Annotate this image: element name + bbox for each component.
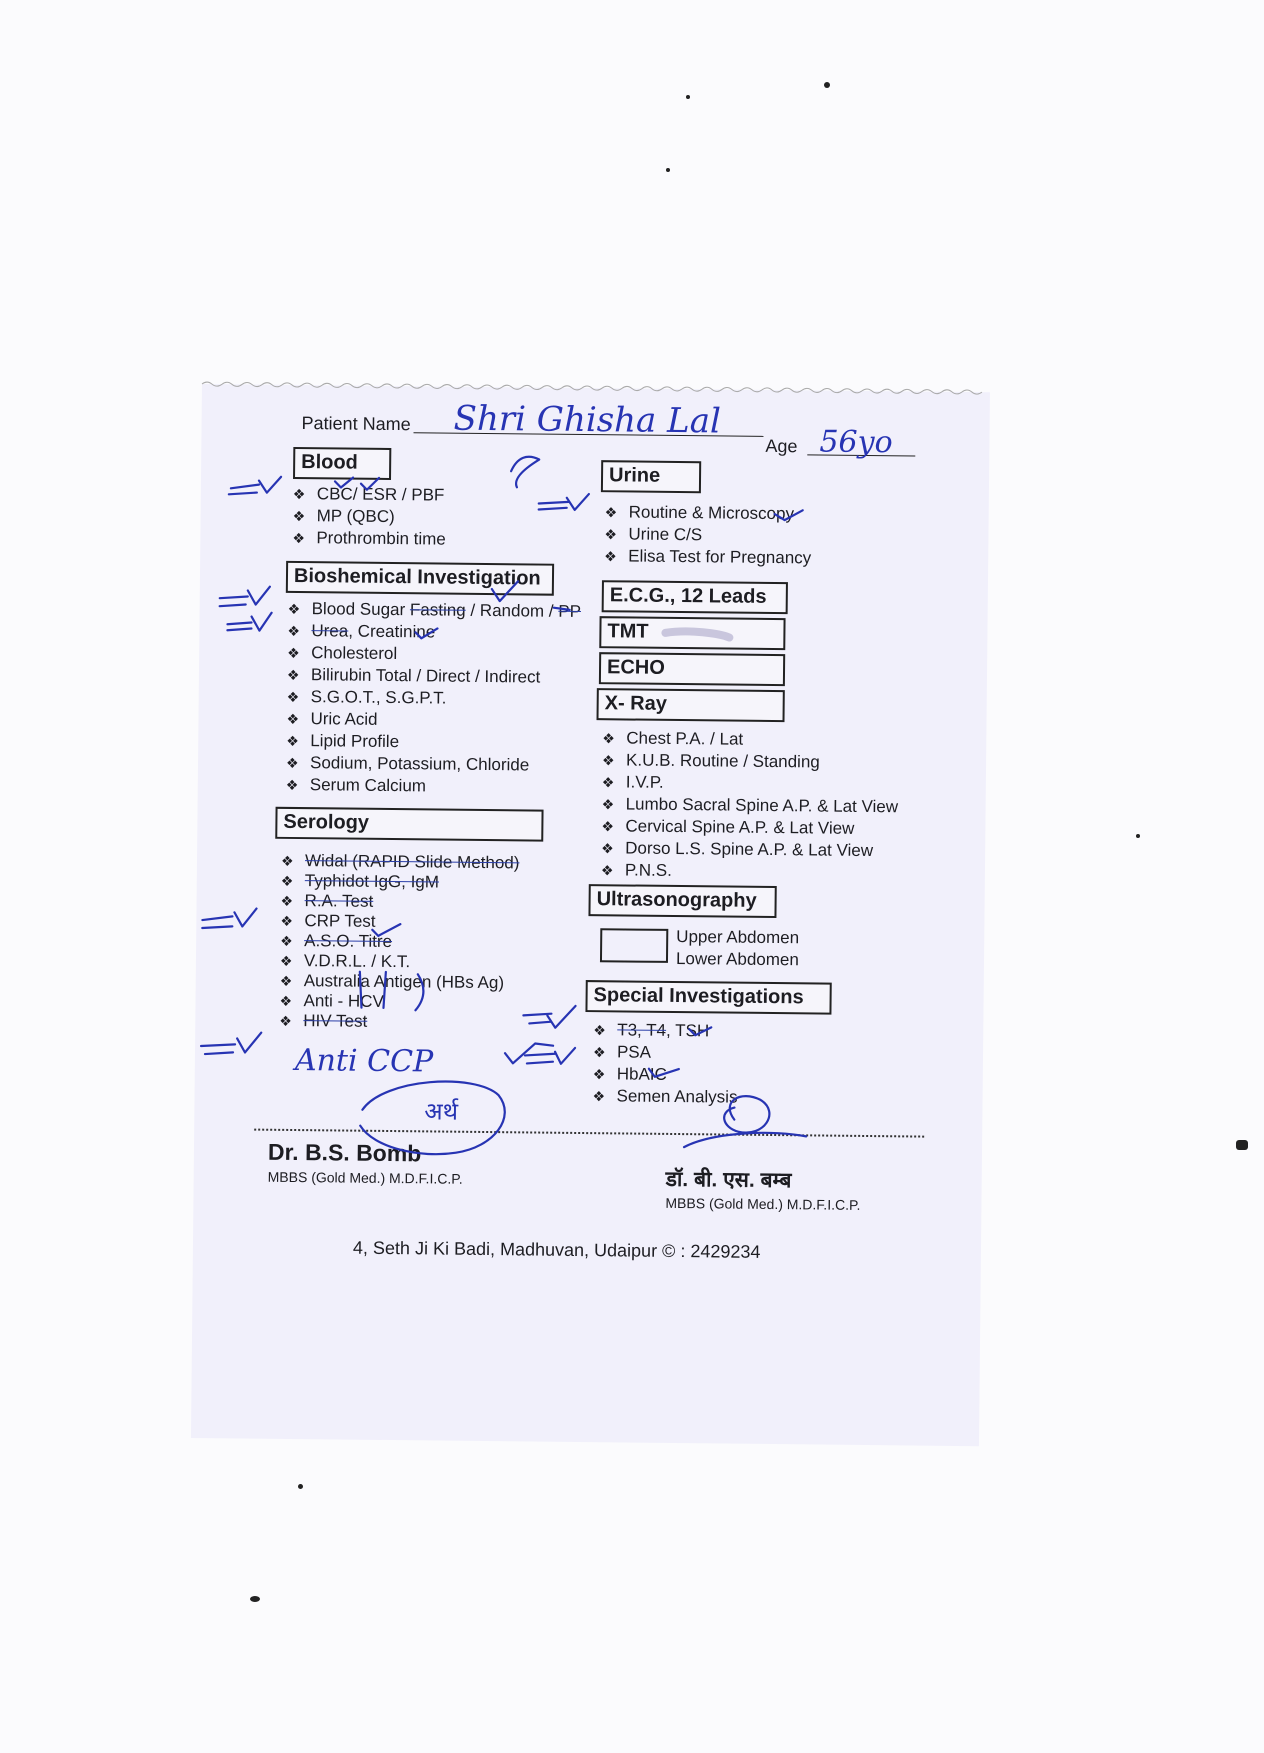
diamond-bullet-icon: ❖ bbox=[601, 796, 615, 813]
list-item: ❖ S.G.O.T., S.G.P.T. bbox=[286, 687, 447, 708]
ecg-section-title: E.C.G., 12 Leads bbox=[609, 584, 767, 608]
list-item: ❖ PSA bbox=[592, 1042, 652, 1062]
diamond-bullet-icon: ❖ bbox=[592, 1088, 606, 1105]
list-item: ❖ Widal (RAPID Slide Method) bbox=[280, 851, 520, 873]
list-item: ❖ Typhidot IgG, IgM bbox=[280, 871, 440, 892]
list-item: ❖ R.A. Test bbox=[280, 891, 374, 911]
list-item: ❖ A.S.O. Titre bbox=[280, 931, 393, 952]
diamond-bullet-icon: ❖ bbox=[592, 1066, 606, 1083]
list-item: ❖ K.U.B. Routine / Standing bbox=[601, 750, 820, 772]
diamond-bullet-icon: ❖ bbox=[279, 992, 293, 1009]
list-item: ❖ Prothrombin time bbox=[292, 528, 446, 549]
diamond-bullet-icon: ❖ bbox=[280, 852, 294, 869]
age-label: Age bbox=[765, 435, 798, 457]
diamond-bullet-icon: ❖ bbox=[604, 504, 618, 521]
list-item: ❖ V.D.R.L. / K.T. bbox=[279, 951, 411, 972]
list-item: ❖ Urea, Creatinine bbox=[287, 621, 436, 642]
diamond-bullet-icon: ❖ bbox=[285, 776, 299, 794]
list-item: ❖ I.V.P. bbox=[601, 772, 664, 792]
list-item: ❖ Routine & Microscopy bbox=[604, 502, 795, 524]
diamond-bullet-icon: ❖ bbox=[280, 872, 294, 889]
diamond-bullet-icon: ❖ bbox=[604, 548, 617, 565]
list-item: ❖ Anti - HCV bbox=[279, 991, 384, 1011]
diamond-bullet-icon: ❖ bbox=[601, 774, 615, 791]
urine-section-title: Urine bbox=[608, 464, 661, 487]
doctor-name: Dr. B.S. Bomb bbox=[267, 1138, 422, 1167]
speck bbox=[1136, 834, 1140, 838]
diamond-bullet-icon: ❖ bbox=[285, 754, 299, 772]
diamond-bullet-icon: ❖ bbox=[280, 892, 294, 909]
stamp-hindi: अर्थ bbox=[424, 1097, 459, 1126]
doctor-name-hindi: डॉ. बी. एस. बम्ब bbox=[665, 1167, 792, 1193]
list-item: ❖ Urine C/S bbox=[604, 524, 703, 545]
speck bbox=[824, 82, 830, 88]
list-item: ❖ MP (QBC) bbox=[292, 506, 395, 527]
echo-section-title: ECHO bbox=[606, 656, 665, 679]
list-item: ❖ Cholesterol bbox=[287, 643, 398, 664]
diamond-bullet-icon: ❖ bbox=[604, 526, 618, 543]
prescription-slip bbox=[191, 384, 990, 1446]
diamond-bullet-icon: ❖ bbox=[602, 730, 615, 747]
age-handwritten: 56yo bbox=[819, 424, 893, 461]
tmt-section-title: TMT bbox=[607, 620, 649, 643]
biochem-section-title: Bioshemical Investigation bbox=[293, 564, 541, 590]
special-section-title: Special Investigations bbox=[593, 984, 804, 1009]
xray-section-title: X- Ray bbox=[604, 692, 668, 715]
patient-name-handwritten: Shri Ghisha Lal bbox=[453, 398, 722, 442]
pen-annotations bbox=[191, 384, 990, 1446]
diamond-bullet-icon: ❖ bbox=[592, 1044, 606, 1061]
diamond-bullet-icon: ❖ bbox=[601, 818, 615, 835]
list-item: ❖ Dorso L.S. Spine A.P. & Lat View bbox=[601, 838, 874, 861]
list-item: ❖ HbAIC bbox=[592, 1064, 667, 1084]
list-item: ❖ Serum Calcium bbox=[285, 775, 427, 796]
list-item: ❖ Blood Sugar Fasting / Random / PP bbox=[287, 599, 582, 621]
list-item: ❖ Uric Acid bbox=[286, 709, 378, 729]
list-item: ❖ Elisa Test for Pregnancy bbox=[604, 546, 812, 568]
diamond-bullet-icon: ❖ bbox=[286, 710, 300, 728]
blood-section-title: Blood bbox=[301, 451, 358, 474]
diamond-bullet-icon: ❖ bbox=[279, 1012, 292, 1029]
doctor-qualification-right: MBBS (Gold Med.) M.D.F.I.C.P. bbox=[665, 1194, 861, 1213]
speck bbox=[686, 95, 690, 99]
diamond-bullet-icon: ❖ bbox=[286, 688, 300, 706]
list-item: ❖ HIV Test bbox=[279, 1011, 368, 1031]
diamond-bullet-icon: ❖ bbox=[292, 529, 306, 547]
handwritten-anti-ccp: Anti CCP bbox=[294, 1043, 434, 1080]
speck bbox=[298, 1484, 303, 1489]
diamond-bullet-icon: ❖ bbox=[593, 1022, 606, 1039]
diamond-bullet-icon: ❖ bbox=[279, 972, 293, 989]
diamond-bullet-icon: ❖ bbox=[286, 666, 300, 684]
list-item: Lower Abdomen bbox=[675, 948, 799, 970]
list-item: ❖ Sodium, Potassium, Chloride bbox=[285, 753, 530, 775]
diamond-bullet-icon: ❖ bbox=[287, 644, 300, 662]
diamond-bullet-icon: ❖ bbox=[280, 912, 294, 929]
usg-section-title: Ultrasonography bbox=[596, 888, 757, 912]
doctor-qualification: MBBS (Gold Med.) M.D.F.I.C.P. bbox=[267, 1168, 463, 1187]
diamond-bullet-icon: ❖ bbox=[287, 600, 301, 618]
diamond-bullet-icon: ❖ bbox=[600, 862, 614, 879]
list-item: ❖ Bilirubin Total / Direct / Indirect bbox=[286, 665, 541, 687]
list-item: ❖ Semen Analysis bbox=[592, 1086, 738, 1107]
diamond-bullet-icon: ❖ bbox=[292, 507, 306, 525]
clinic-address: 4, Seth Ji Ki Badi, Madhuvan, Udaipur © : 2429234 bbox=[352, 1237, 761, 1262]
diamond-bullet-icon: ❖ bbox=[601, 840, 614, 857]
list-item: Upper Abdomen bbox=[676, 926, 800, 948]
list-item: ❖ CBC/ ESR / PBF bbox=[292, 484, 445, 505]
serology-section-title: Serology bbox=[283, 810, 370, 834]
list-item: ❖ Lipid Profile bbox=[286, 731, 400, 752]
diamond-bullet-icon: ❖ bbox=[280, 932, 293, 949]
diamond-bullet-icon: ❖ bbox=[279, 952, 293, 969]
diamond-bullet-icon: ❖ bbox=[292, 485, 306, 503]
list-item: ❖ Cervical Spine A.P. & Lat View bbox=[601, 816, 855, 838]
list-item: ❖ T3, T4, TSH bbox=[593, 1020, 710, 1041]
diamond-bullet-icon: ❖ bbox=[287, 622, 301, 640]
diamond-bullet-icon: ❖ bbox=[286, 732, 299, 750]
speck bbox=[1236, 1140, 1248, 1150]
list-item: ❖ P.N.S. bbox=[600, 860, 672, 880]
list-item: ❖ CRP Test bbox=[280, 911, 376, 931]
patient-name-label: Patient Name bbox=[301, 413, 411, 435]
list-item: ❖ Chest P.A. / Lat bbox=[602, 728, 744, 749]
list-item: ❖ Lumbo Sacral Spine A.P. & Lat View bbox=[601, 794, 899, 817]
diamond-bullet-icon: ❖ bbox=[601, 752, 615, 769]
speck bbox=[666, 168, 670, 172]
list-item: ❖ Australia Antigen (HBs Ag) bbox=[279, 971, 505, 993]
speck bbox=[250, 1596, 260, 1602]
